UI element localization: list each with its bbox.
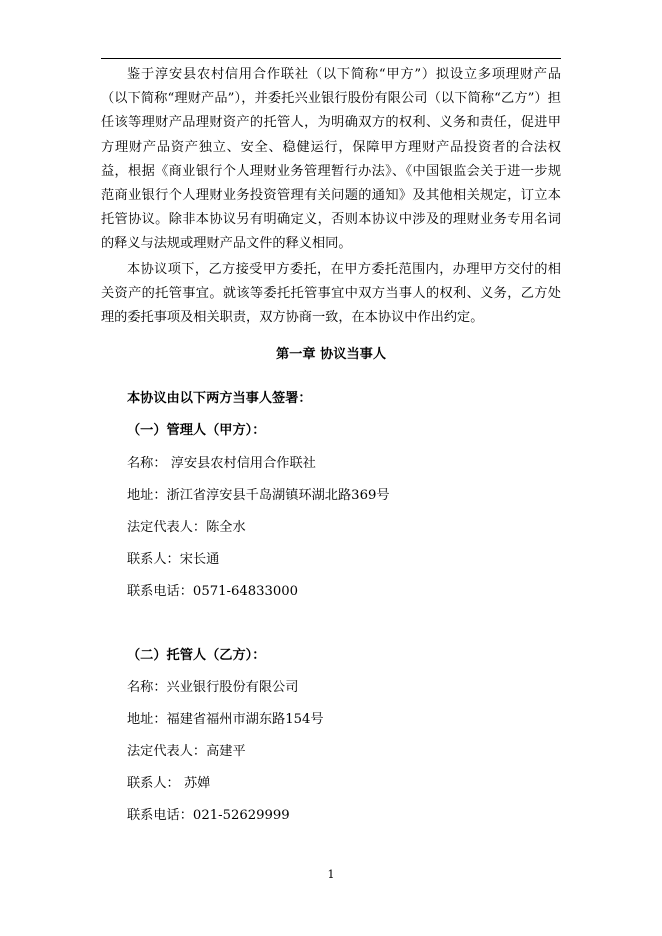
party-a-address: 地址：浙江省淳安县千岛湖镇环湖北路369号 [127, 488, 390, 503]
parties-intro: 本协议由以下两方当事人签署： [127, 391, 312, 406]
party-b-legal-rep: 法定代表人：高建平 [127, 744, 246, 759]
party-b-name: 名称：兴业银行股份有限公司 [127, 680, 299, 695]
party-a-heading: （一）管理人（甲方）： [127, 423, 266, 438]
party-b-heading: （二）托管人（乙方）： [127, 648, 266, 663]
preamble-paragraph: 鉴于淳安县农村信用合作联社（以下简称“甲方”）拟设立多项理财产品（以下简称“理财产品”），并委托兴业银行股份有限公司（以下简称“乙方”）担任该等理财产品理财资产的托管人，为明确双方的权利、义务和责任，促进甲方理财产品资产独立、安全、稳健运行，保障甲方理财产品投资者的合法权益，根据《商业银行个人理财业务管理暂行办法》、《中国银监会关于进一步规范商业银行个人理财业务投资管理有关问题的通知》及其他相关规定，订立本托管协议。除非本协议另有明确定义，否则本协议中涉及的理财业务专用名词的释义与法规或理财产品文件的释义相同。 [101, 67, 561, 252]
chapter-title: 第一章 协议当事人 [275, 347, 387, 362]
header-rule [101, 58, 561, 59]
party-a-contact: 联系人：宋长通 [127, 552, 220, 567]
scope-paragraph: 本协议项下，乙方接受甲方委托，在甲方委托范围内，办理甲方交付的相关资产的托管事宜。就该等委托托管事宜中双方当事人的权利、义务，乙方处理的委托事项及相关职责，双方协商一致，在本协议中作出约定。 [101, 262, 561, 326]
party-a-phone: 联系电话：0571-64833000 [127, 584, 299, 599]
party-a-legal-rep: 法定代表人：陈全水 [127, 520, 246, 535]
party-b-phone: 联系电话：021-52629999 [127, 808, 290, 823]
party-a-name: 名称： 淳安县农村信用合作联社 [127, 456, 316, 471]
page-number: 1 [327, 868, 335, 881]
party-b-address: 地址：福建省福州市湖东路154号 [127, 712, 324, 727]
party-b-contact: 联系人： 苏婵 [127, 776, 211, 791]
